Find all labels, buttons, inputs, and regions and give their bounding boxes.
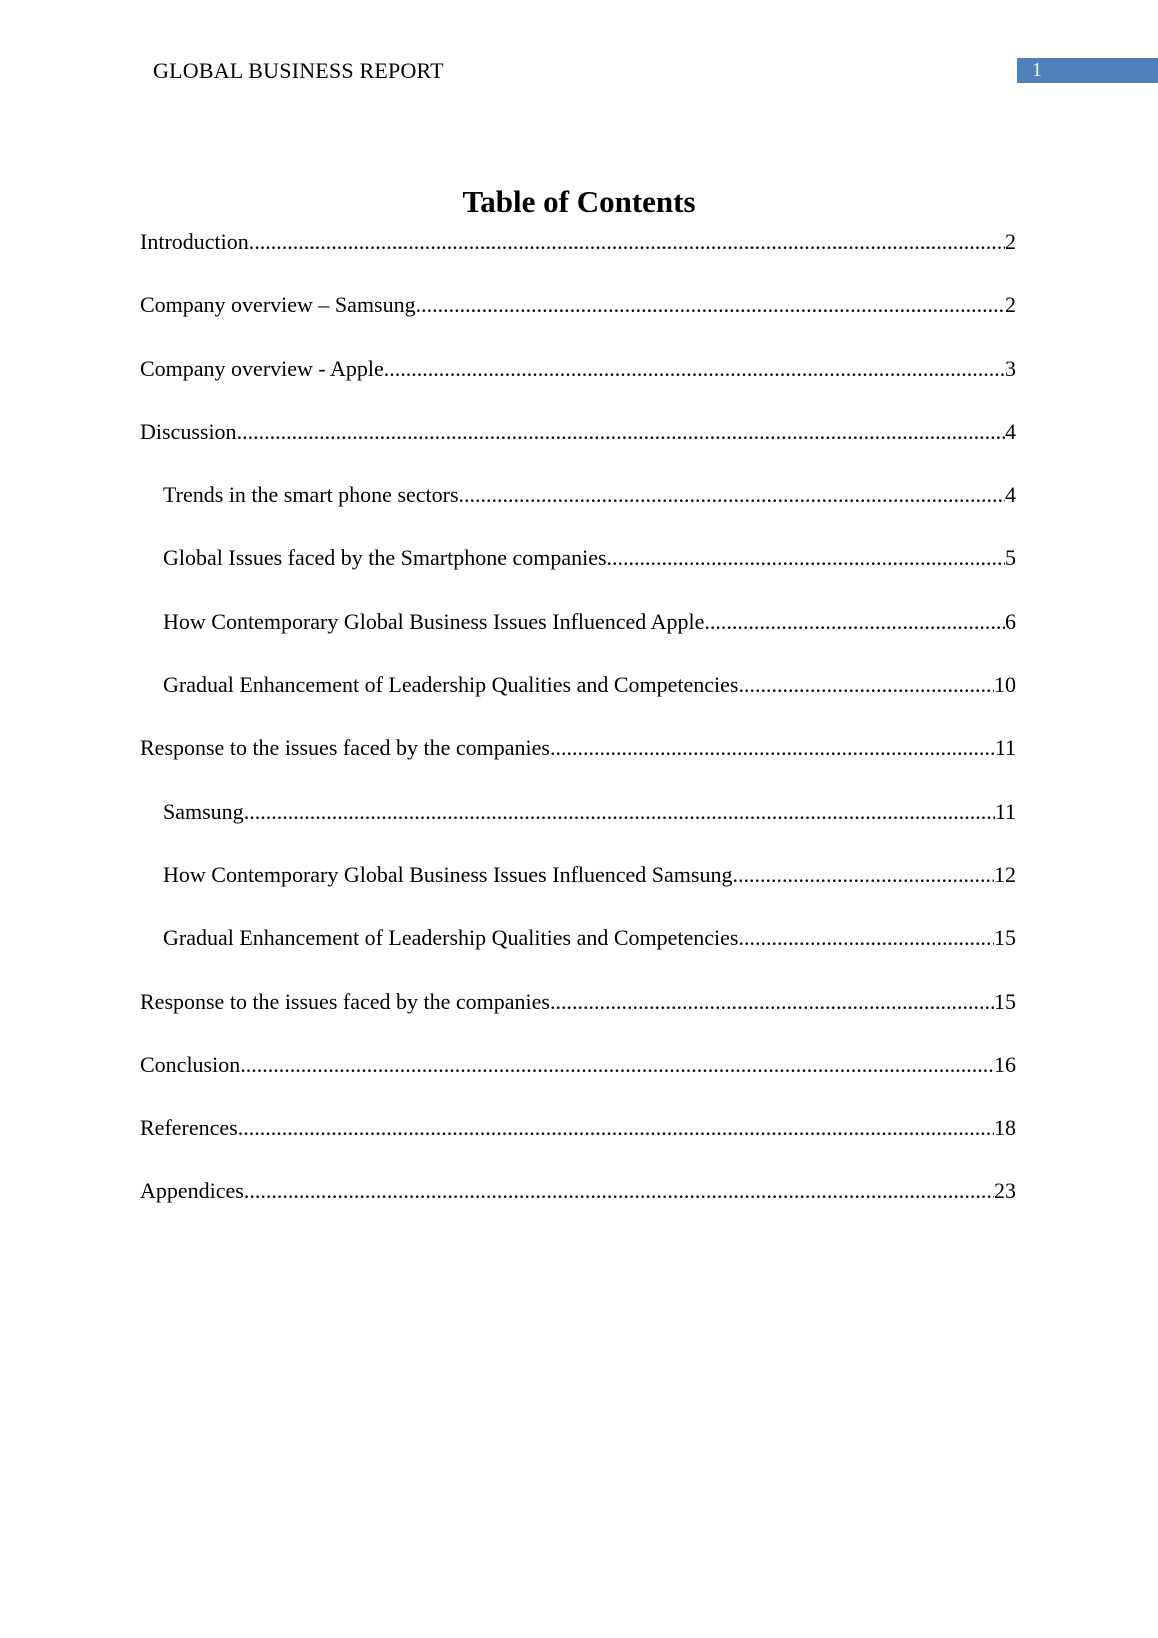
toc-dot-leader [732, 857, 994, 893]
toc-heading: Table of Contents [462, 184, 696, 219]
toc-entry-label: Response to the issues faced by the companies [140, 735, 550, 761]
page-number-badge [1017, 58, 1158, 83]
toc-dot-leader [738, 667, 994, 703]
toc-entry-label: Company overview – Samsung [140, 292, 416, 318]
toc-entry-label: Gradual Enhancement of Leadership Qualities and Competencies [163, 672, 739, 698]
toc-entry-references[interactable] [140, 1110, 1016, 1173]
toc-entry-page: 18 [994, 1115, 1016, 1141]
toc-entry-page: 4 [1005, 418, 1016, 444]
toc-dot-leader [237, 414, 1005, 450]
toc-dot-leader [738, 920, 994, 956]
toc-dot-leader [384, 351, 1005, 387]
toc-dot-leader [550, 730, 995, 766]
running-header-title: GLOBAL BUSINESS REPORT [153, 58, 444, 83]
toc-entry-issues-influenced-samsung[interactable] [140, 857, 1016, 920]
toc-dot-leader [704, 604, 1005, 640]
toc-entry-page: 16 [994, 1051, 1016, 1077]
toc-entry-introduction[interactable] [140, 224, 1016, 287]
toc-entry-company-overview-samsung[interactable] [140, 287, 1016, 350]
table-of-contents [140, 224, 1016, 1237]
toc-entry-page: 2 [1005, 292, 1016, 318]
toc-dot-leader [607, 540, 1005, 576]
toc-entry-page: 23 [994, 1178, 1016, 1204]
toc-entry-company-overview-apple[interactable] [140, 351, 1016, 414]
toc-entry-label: Conclusion [140, 1051, 241, 1077]
toc-entry-page: 11 [994, 798, 1016, 824]
toc-entry-page: 3 [1005, 355, 1016, 381]
toc-dot-leader [240, 1047, 994, 1083]
toc-entry-leadership-samsung[interactable] [140, 920, 1016, 983]
toc-entry-response-issues-1[interactable] [140, 730, 1016, 793]
toc-entry-label: Company overview - Apple [140, 355, 384, 381]
toc-entry-page: 5 [1005, 545, 1016, 571]
toc-entry-global-issues[interactable] [140, 540, 1016, 603]
toc-dot-leader [249, 224, 1005, 260]
toc-entry-samsung[interactable] [140, 794, 1016, 857]
toc-dot-leader [550, 984, 994, 1020]
toc-entry-page: 10 [994, 672, 1016, 698]
toc-entry-label: Appendices [140, 1178, 244, 1204]
page-number: 1 [1032, 59, 1042, 81]
toc-entry-leadership-apple[interactable] [140, 667, 1016, 730]
toc-entry-conclusion[interactable] [140, 1047, 1016, 1110]
toc-dot-leader [244, 1173, 994, 1209]
toc-entry-page: 11 [994, 735, 1016, 761]
toc-dot-leader [416, 287, 1005, 323]
toc-entry-appendices[interactable] [140, 1173, 1016, 1236]
toc-entry-response-issues-2[interactable] [140, 984, 1016, 1047]
toc-entry-label: Trends in the smart phone sectors [163, 482, 459, 508]
toc-entry-label: Global Issues faced by the Smartphone companies [163, 545, 607, 571]
toc-entry-page: 15 [994, 925, 1016, 951]
toc-entry-page: 12 [994, 861, 1016, 887]
toc-entry-label: How Contemporary Global Business Issues Influenced Samsung [163, 861, 733, 887]
toc-entry-label: Introduction [140, 229, 249, 254]
toc-dot-leader [459, 477, 1005, 513]
toc-entry-label: How Contemporary Global Business Issues Influenced Apple [163, 608, 705, 634]
toc-entry-discussion[interactable] [140, 414, 1016, 477]
toc-entry-page: 15 [994, 988, 1016, 1014]
toc-dot-leader [244, 794, 995, 830]
toc-entry-issues-influenced-apple[interactable] [140, 604, 1016, 667]
toc-entry-page: 4 [1005, 482, 1016, 508]
toc-entry-page: 2 [1005, 229, 1016, 254]
toc-dot-leader [238, 1110, 994, 1146]
toc-entry-page: 6 [1005, 608, 1016, 634]
toc-entry-label: Samsung [163, 798, 244, 824]
toc-entry-label: Discussion [140, 418, 237, 444]
toc-entry-trends[interactable] [140, 477, 1016, 540]
toc-entry-label: References [140, 1115, 238, 1141]
toc-entry-label: Gradual Enhancement of Leadership Qualities and Competencies [163, 925, 739, 951]
toc-entry-label: Response to the issues faced by the companies [140, 988, 550, 1014]
